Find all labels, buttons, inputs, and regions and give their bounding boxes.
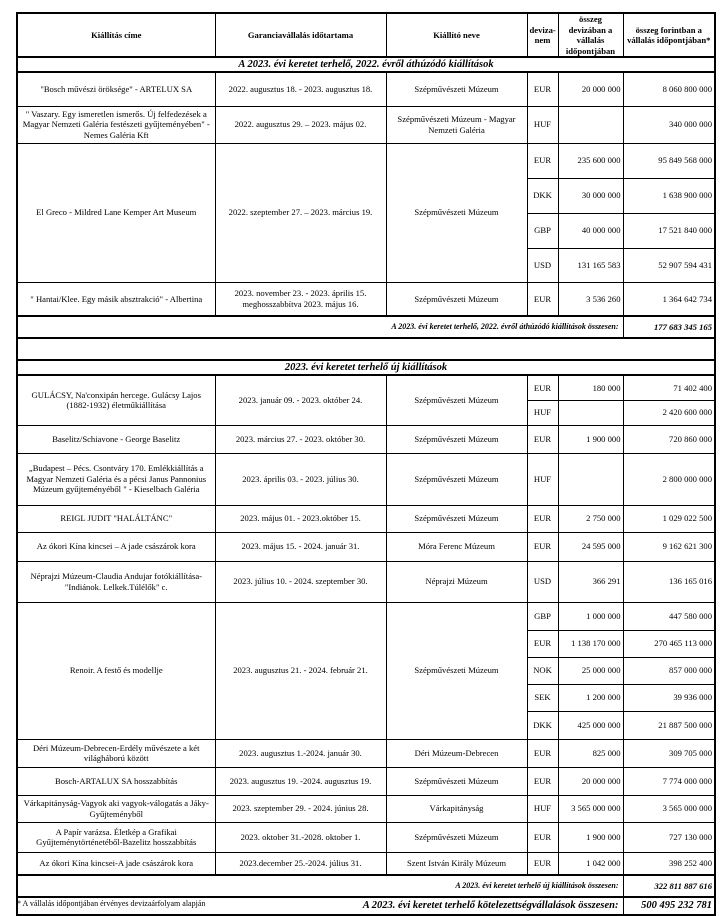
cell-currency: NOK	[527, 657, 558, 684]
cell-amount-fx: 131 165 583	[558, 248, 623, 282]
cell-duration: 2022. augusztus 29. – 2023. május 02.	[215, 106, 386, 143]
cell-exhibitor: Néprajzi Múzeum	[386, 561, 527, 602]
cell-exhibitor: Szépművészeti Múzeum	[386, 375, 527, 425]
cell-duration: 2023.december 25.-2024. július 31.	[215, 852, 386, 875]
subtotal-label: A 2023. évi keretet terhelő új kiállítások összesen:	[17, 875, 623, 897]
cell-amount-huf: 71 402 400	[623, 375, 715, 400]
cell-amount-huf: 17 521 840 000	[623, 213, 715, 248]
cell-amount-fx: 1 900 000	[558, 822, 623, 852]
cell-exhibitor: Móra Ferenc Múzeum	[386, 532, 527, 561]
grand-total-label: A 2023. évi keretet terhelő kötelezettségvállalások összesen:	[17, 897, 623, 915]
cell-currency: EUR	[527, 143, 558, 178]
subtotal-value: 322 811 887 616	[623, 875, 715, 897]
cell-currency: EUR	[527, 822, 558, 852]
table-row	[17, 72, 715, 106]
cell-amount-huf: 8 060 800 000	[623, 72, 715, 106]
cell-amount-fx: 1 138 170 000	[558, 630, 623, 657]
col-header-currency: deviza-nem	[527, 13, 558, 57]
cell-currency: EUR	[527, 739, 558, 767]
cell-amount-huf: 7 774 000 000	[623, 767, 715, 795]
cell-duration: 2023. szeptember 29. - 2024. június 28.	[215, 795, 386, 822]
cell-duration: 2023. oktober 31.-2028. oktober 1.	[215, 822, 386, 852]
cell-title: Az ókori Kína kincsei-A jade császárok kora	[17, 852, 215, 875]
cell-currency: GBP	[527, 213, 558, 248]
cell-amount-huf: 309 705 000	[623, 739, 715, 767]
table-row	[17, 795, 715, 822]
table-row	[17, 532, 715, 561]
table-row	[17, 505, 715, 532]
cell-currency: USD	[527, 248, 558, 282]
cell-currency: HUF	[527, 400, 558, 425]
cell-exhibitor: Szépművészeti Múzeum	[386, 425, 527, 453]
cell-currency: USD	[527, 561, 558, 602]
cell-currency: EUR	[527, 767, 558, 795]
cell-amount-huf: 447 580 000	[623, 602, 715, 630]
cell-amount-huf: 720 860 000	[623, 425, 715, 453]
cell-amount-fx	[558, 106, 623, 143]
cell-amount-huf: 1 029 022 500	[623, 505, 715, 532]
cell-duration: 2023. május 15. - 2024. január 31.	[215, 532, 386, 561]
cell-currency: EUR	[527, 72, 558, 106]
cell-exhibitor: Várkapitányság	[386, 795, 527, 822]
cell-amount-fx: 20 000 000	[558, 767, 623, 795]
grand-total-value: 500 495 232 781	[623, 897, 715, 915]
cell-amount-huf: 95 849 568 000	[623, 143, 715, 178]
cell-amount-fx: 1 000 000	[558, 602, 623, 630]
cell-currency: EUR	[527, 532, 558, 561]
cell-duration: 2023. július 10. - 2024. szeptember 30.	[215, 561, 386, 602]
section-title: 2023. évi keretet terhelő új kiállítások	[17, 360, 715, 375]
cell-amount-huf: 3 565 000 000	[623, 795, 715, 822]
cell-amount-fx: 1 900 000	[558, 425, 623, 453]
cell-title: Baselitz/Schiavone - George Baselitz	[17, 425, 215, 453]
cell-duration: 2023. január 09. - 2023. október 24.	[215, 375, 386, 425]
cell-currency: SEK	[527, 684, 558, 711]
cell-title: "Bosch művészi öröksége" - ARTELUX SA	[17, 72, 215, 106]
cell-exhibitor: Szépművészeti Múzeum	[386, 822, 527, 852]
cell-amount-huf: 21 887 500 000	[623, 711, 715, 739]
table-row	[17, 375, 715, 400]
cell-amount-huf: 398 252 400	[623, 852, 715, 875]
cell-currency: EUR	[527, 505, 558, 532]
cell-currency: EUR	[527, 852, 558, 875]
cell-currency: HUF	[527, 795, 558, 822]
header-row	[17, 13, 715, 57]
cell-amount-fx: 40 000 000	[558, 213, 623, 248]
cell-currency: DKK	[527, 178, 558, 213]
table-row	[17, 561, 715, 602]
table-row	[17, 739, 715, 767]
cell-exhibitor: Szépművészeti Múzeum	[386, 505, 527, 532]
cell-currency: EUR	[527, 630, 558, 657]
cell-amount-fx	[558, 400, 623, 425]
cell-duration: 2023. augusztus 19. -2024. augusztus 19.	[215, 767, 386, 795]
cell-exhibitor: Szent István Király Múzeum	[386, 852, 527, 875]
cell-title: „Budapest – Pécs. Csontváry 170. Emlékkiállítás a Magyar Nemzeti Galéria és a pécsi Janus Pannonius Múzeum gyűjteményéből " - Kieselbach Galéria	[17, 453, 215, 505]
cell-amount-fx: 2 750 000	[558, 505, 623, 532]
cell-amount-huf: 1 638 900 000	[623, 178, 715, 213]
subtotal-row	[17, 875, 715, 897]
cell-duration: 2022. augusztus 18. - 2023. augusztus 18.	[215, 72, 386, 106]
cell-amount-fx: 425 000 000	[558, 711, 623, 739]
cell-duration: 2022. szeptember 27. – 2023. március 19.	[215, 143, 386, 282]
cell-amount-huf: 52 907 594 431	[623, 248, 715, 282]
cell-title: Néprajzi Múzeum-Claudia Andujar fotókiállítása-"Indiánok. Lelkek.Túlélők" c.	[17, 561, 215, 602]
cell-title: " Hantai/Klee. Egy másik absztrakció" - Albertina	[17, 282, 215, 316]
cell-currency: HUF	[527, 106, 558, 143]
table-row	[17, 767, 715, 795]
col-header-duration: Garanciavállalás időtartama	[215, 13, 386, 57]
cell-amount-huf: 2 420 600 000	[623, 400, 715, 425]
table-row	[17, 282, 715, 316]
subtotal-label: A 2023. évi keretet terhelő, 2022. évről áthúzódó kiállítások összesen:	[17, 316, 623, 338]
cell-amount-fx: 825 000	[558, 739, 623, 767]
cell-title: Az ókori Kína kincsei – A jade császárok kora	[17, 532, 215, 561]
cell-duration: 2023. május 01. - 2023.október 15.	[215, 505, 386, 532]
cell-title: GULÁCSY, Na'conxipán hercege. Gulácsy Lajos (1882-1932) életműkiállítása	[17, 375, 215, 425]
section-title: A 2023. évi keretet terhelő, 2022. évről áthúzódó kiállítások	[17, 57, 715, 72]
cell-amount-huf: 1 364 642 734	[623, 282, 715, 316]
cell-currency: EUR	[527, 425, 558, 453]
cell-exhibitor: Déri Múzeum-Debrecen	[386, 739, 527, 767]
cell-title: REIGL JUDIT "HALÁLTÁNC"	[17, 505, 215, 532]
table-row	[17, 143, 715, 178]
cell-title: Várkapitányság-Vagyok aki vagyok-válogatás a Jáky-Gyűjteményből	[17, 795, 215, 822]
table-row	[17, 852, 715, 875]
cell-amount-fx	[558, 453, 623, 505]
cell-duration: 2023. augusztus 21. - 2024. február 21.	[215, 602, 386, 739]
cell-amount-huf: 270 465 113 000	[623, 630, 715, 657]
cell-exhibitor: Szépművészeti Múzeum	[386, 602, 527, 739]
col-header-exhibitor: Kiállító neve	[386, 13, 527, 57]
subtotal-value: 177 683 345 165	[623, 316, 715, 338]
cell-title: A Papír varázsa. Életkép a Grafikai Gyűjteménytörténetéből-Bazelitz hosszabbítás	[17, 822, 215, 852]
cell-title: Renoir. A festő és modellje	[17, 602, 215, 739]
col-header-amount-huf: összeg forintban a vállalás időpontjában*	[623, 13, 715, 57]
section-header-row	[17, 360, 715, 375]
cell-exhibitor: Szépművészeti Múzeum	[386, 453, 527, 505]
cell-amount-fx: 1 200 000	[558, 684, 623, 711]
section-header-row	[17, 57, 715, 72]
cell-amount-huf: 2 800 000 000	[623, 453, 715, 505]
cell-amount-fx: 3 565 000 000	[558, 795, 623, 822]
spacer-row	[17, 338, 715, 360]
cell-currency: HUF	[527, 453, 558, 505]
col-header-amount-fx: összeg devizában a vállalás időpontjában	[558, 13, 623, 57]
cell-exhibitor: Szépművészeti Múzeum	[386, 767, 527, 795]
cell-currency: GBP	[527, 602, 558, 630]
cell-amount-fx: 30 000 000	[558, 178, 623, 213]
cell-amount-fx: 25 000 000	[558, 657, 623, 684]
cell-amount-fx: 1 042 000	[558, 852, 623, 875]
cell-amount-fx: 3 536 260	[558, 282, 623, 316]
cell-amount-fx: 366 291	[558, 561, 623, 602]
cell-exhibitor: Szépművészeti Múzeum	[386, 72, 527, 106]
table-row	[17, 822, 715, 852]
cell-amount-huf: 39 936 000	[623, 684, 715, 711]
cell-amount-fx: 20 000 000	[558, 72, 623, 106]
cell-duration: 2023. augusztus 1.-2024. január 30.	[215, 739, 386, 767]
table-row	[17, 453, 715, 505]
exhibitions-table	[16, 12, 716, 916]
footnote: * A vállalás időpontjában érvényes devizaárfolyam alapján	[17, 899, 206, 908]
cell-amount-huf: 340 000 000	[623, 106, 715, 143]
spacer-cell	[17, 338, 715, 360]
cell-duration: 2023. november 23. - 2023. április 15. meghosszabbítva 2023. május 16.	[215, 282, 386, 316]
cell-currency: EUR	[527, 282, 558, 316]
cell-exhibitor: Szépművészeti Múzeum	[386, 143, 527, 282]
cell-amount-huf: 9 162 621 300	[623, 532, 715, 561]
cell-amount-huf: 857 000 000	[623, 657, 715, 684]
cell-amount-huf: 727 130 000	[623, 822, 715, 852]
subtotal-row	[17, 316, 715, 338]
cell-title: Bosch-ARTALUX SA hosszabbítás	[17, 767, 215, 795]
cell-amount-fx: 235 600 000	[558, 143, 623, 178]
cell-duration: 2023. április 03. - 2023. július 30.	[215, 453, 386, 505]
cell-exhibitor: Szépművészeti Múzeum	[386, 282, 527, 316]
table-row	[17, 425, 715, 453]
cell-duration: 2023. március 27. - 2023. október 30.	[215, 425, 386, 453]
col-header-title: Kiállítás címe	[17, 13, 215, 57]
cell-title: El Greco - Mildred Lane Kemper Art Museum	[17, 143, 215, 282]
cell-title: Déri Múzeum-Debrecen-Erdély művészete a két világháború között	[17, 739, 215, 767]
cell-exhibitor: Szépművészeti Múzeum - Magyar Nemzeti Galéria	[386, 106, 527, 143]
cell-amount-fx: 180 000	[558, 375, 623, 400]
cell-amount-huf: 136 165 016	[623, 561, 715, 602]
cell-amount-fx: 24 595 000	[558, 532, 623, 561]
table-row	[17, 106, 715, 143]
cell-title: " Vaszary. Egy ismeretlen ismerős. Új felfedezések a Magyar Nemzeti Galéria festészeti gyűjteményében" - Nemes Galéria Kft	[17, 106, 215, 143]
cell-currency: DKK	[527, 711, 558, 739]
table-row	[17, 602, 715, 630]
cell-currency: EUR	[527, 375, 558, 400]
